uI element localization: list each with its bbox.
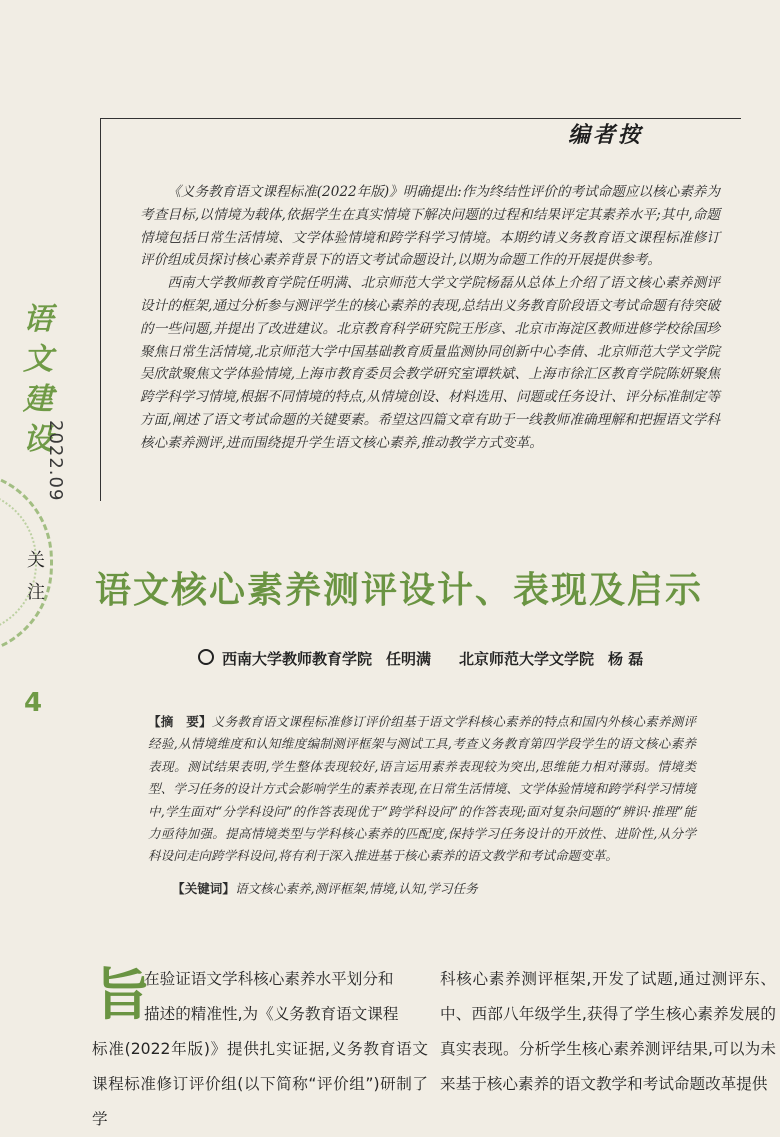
journal-title-char: 文 bbox=[23, 342, 53, 377]
journal-title-char: 设 bbox=[23, 422, 53, 457]
byline bbox=[198, 648, 643, 669]
section-label-char: 关 bbox=[27, 550, 45, 571]
journal-title-char: 语 bbox=[23, 302, 53, 337]
abstract-text: 义务教育语文课程标准修订评价组基于语文学科核心素养的特点和国内外核心素养测评经验,从情境维度和认知维度编制测评框架与测试工具,考查义务教育第四学段学生的语文核心素养表现。测试结果表明,学生整体表现较好,语言运用素养表现较为突出,思维能力相对薄弱。情境类型、学习任务的设计方式会影响学生的素养表现,在日常生活情境、文学体验情境和跨学科学习情境中,学生面对“分学科设问”的作答表现优于“跨学科设问”的作答表现;面对复杂问题的“辨识·推理”能力亟待加强。提高情境类型与学科核心素养的匹配度,保持学习任务设计的开放性、进阶性,从分学科设问走向跨学科设问,将有利于深入推进基于核心素养的语文教学和考试命题变革。 bbox=[148, 714, 697, 864]
drop-cap: 旨 bbox=[94, 963, 150, 1028]
body-text: 标准(2022年版)》提供扎实证据,义务教育语文课程标准修订评价组(以下简称“评价组”)研制了学 bbox=[92, 1040, 428, 1128]
abstract bbox=[148, 711, 696, 868]
keywords-label: 【关键词】 bbox=[172, 881, 235, 896]
editor-note-paragraph: 西南大学教师教育学院任明满、北京师范大学文学院杨磊从总体上介绍了语文核心素养测评设计的框架,通过分析参与测评学生的核心素养的表现,总结出义务教育阶段语文考试命题有待突破的一些问题,并提出了改进建议。北京教育科学研究院王彤彦、北京市海淀区教师进修学校徐国珍聚焦日常生活情境,北京师范大学中国基础教育质量监测协同创新中心李倩、北京师范大学文学院吴欣歆聚焦文学体验情境,上海市教育委员会教学研究室谭轶斌、上海市徐汇区教育学院陈妍聚焦跨学科学习情境,根据不同情境的特点,从情境创设、材料选用、问题或任务设计、评分标准制定等方面,阐述了语文考试命题的关键要素。希望这四篇文章有助于一线教师准确理解和把握语文学科核心素养测评,进而围绕提升学生语文核心素养,推动教学方式变革。 bbox=[140, 275, 720, 451]
body-line: 在验证语文学科核心素养水平划分和 bbox=[144, 970, 394, 988]
circle-bullet-icon bbox=[198, 649, 214, 665]
editor-note-paragraph: 《义务教育语文课程标准(2022年版)》明确提出:作为终结性评价的考试命题应以核心素养为考查目标,以情境为载体,依据学生在真实情境下解决问题的过程和结果评定其素养水平;其中,命题情境包括日常生活情境、文学体验情境和跨学科学习情境。本期约请义务教育语文课程标准修订评价组成员探讨核心素养背景下的语文考试命题设计,以期为命题工作的开展提供参考。 bbox=[140, 184, 720, 269]
body-column-right: 科核心素养测评框架,开发了试题,通过测评东、中、西部八年级学生,获得了学生核心素养发展的真实表现。分析学生核心素养测评结果,可以为未来基于核心素养的语文教学和考试命题改革提供 bbox=[440, 970, 776, 1093]
body-column-left bbox=[92, 962, 428, 1137]
abstract-label: 【摘 要】 bbox=[148, 714, 212, 729]
body-line: 描述的精准性,为《义务教育语文课程 bbox=[144, 1005, 399, 1023]
editor-note-body bbox=[140, 181, 720, 455]
article-title: 语文核心素养测评设计、表现及启示 bbox=[95, 570, 704, 611]
author-1: 任明满 bbox=[386, 650, 432, 668]
affiliation-1: 西南大学教师教育学院 bbox=[222, 650, 373, 668]
keywords bbox=[172, 878, 478, 897]
page-number: 4 bbox=[24, 688, 43, 718]
author-2: 杨 磊 bbox=[608, 650, 644, 668]
section-label bbox=[24, 545, 48, 609]
section-label-char: 注 bbox=[27, 582, 45, 603]
affiliation-2: 北京师范大学文学院 bbox=[459, 650, 595, 668]
journal-title-char: 建 bbox=[23, 382, 53, 417]
editor-note-heading: 编者按 bbox=[568, 122, 644, 148]
issue-number: 2022.09 bbox=[45, 420, 66, 502]
keywords-text: 语文核心素养,测评框架,情境,认知,学习任务 bbox=[234, 881, 478, 896]
